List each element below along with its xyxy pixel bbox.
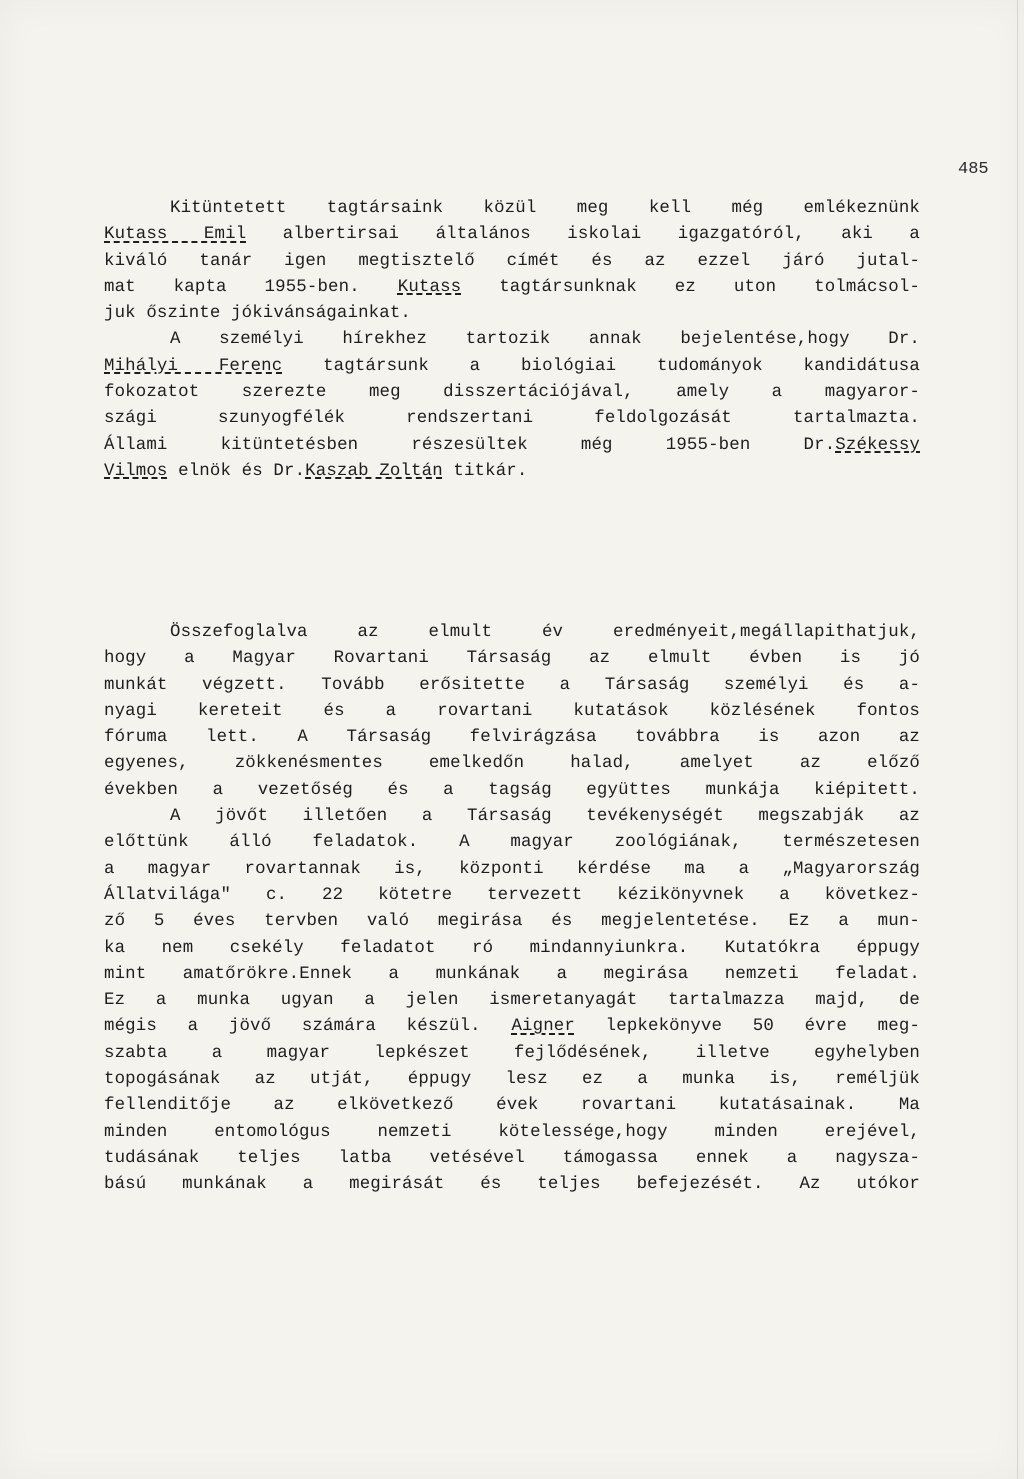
text-line: Kitüntetett tagtársaink közül meg kell még emlékeznünk bbox=[170, 199, 920, 218]
text-line: A személyi hírekhez tartozik annak bejelentése,hogy Dr. bbox=[170, 330, 920, 350]
text-line: fellenditője az elkövetkező évek rovartani kutatásainak. Ma bbox=[104, 1096, 920, 1116]
text-line: ka nem csekély feladatot ró mindannyiunkra. Kutatókra éppugy bbox=[104, 938, 920, 958]
text-line: egyenes, zökkenésmentes emelkedőn halad, amelyet az előző bbox=[104, 754, 920, 774]
person-name: Székessy bbox=[835, 435, 920, 455]
text-line: Mihályi Ferenc tagtársunk a biológiai tudományok kandidátusa bbox=[104, 356, 920, 376]
text-line: a magyar rovartannak is, központi kérdése ma a „Magyarország bbox=[104, 859, 920, 879]
text-line: években a vezetőség és a tagság együttes munkája kiépitett. bbox=[104, 780, 920, 800]
text-line: Ez a munka ugyan a jelen ismeretanyagát tartalmazza majd, de bbox=[104, 991, 920, 1011]
text-line: előttünk álló feladatok. A magyar zoológiának, természetesen bbox=[104, 833, 920, 853]
text-line: szabta a magyar lepkészet fejlődésének, illetve egyhelyben bbox=[104, 1043, 920, 1063]
text-line: mat kapta 1955-ben. Kutass tagtársunknak ez uton tolmácsol- bbox=[104, 277, 920, 297]
person-name: Kaszab Zoltán bbox=[305, 461, 443, 481]
text-line: mégis a jövő számára készül. Aigner lepkekönyve 50 évre meg- bbox=[104, 1017, 920, 1037]
text-line: tudásának teljes latba vetésével támogassa ennek a nagysza- bbox=[104, 1148, 920, 1168]
text-line: topogásának az utját, éppugy lesz ez a munka is, reméljük bbox=[104, 1070, 920, 1090]
text-line: ző 5 éves tervben való megirása és megjelentetése. Ez a mun- bbox=[104, 912, 920, 932]
text-line: Összefoglalva az elmult év eredményeit,megállapithatjuk, bbox=[170, 623, 920, 642]
text-line: minden entomológus nemzeti kötelessége,hogy minden erejével, bbox=[104, 1122, 920, 1142]
author-name: Aigner bbox=[511, 1017, 575, 1037]
text-line: Állatvilága" c. 22 kötetre tervezett kézikönyvnek a következ- bbox=[104, 885, 920, 905]
text-line: A jövőt illetően a Társaság tevékenységét megszabják az bbox=[170, 807, 920, 827]
text-line: fokozatot szerezte meg disszertációjával, amely a magyaror- bbox=[104, 383, 920, 403]
person-name: Vilmos bbox=[104, 461, 168, 481]
text-line: mint amatőrökre.Ennek a munkának a megirása nemzeti feladat. bbox=[104, 964, 920, 984]
text-line: hogy a Magyar Rovartani Társaság az elmult évben is jó bbox=[104, 649, 920, 669]
person-name: Kutass bbox=[397, 277, 462, 297]
paragraph-summary bbox=[104, 620, 920, 1199]
person-name: Mihályi Ferenc bbox=[104, 356, 283, 376]
text-line: Vilmos elnök és Dr.Kaszab Zoltán titkár. bbox=[104, 461, 528, 481]
text-line: bású munkának a megirását és teljes befejezését. Az utókor bbox=[104, 1175, 920, 1195]
text-line: munkát végzett. Tovább erősitette a Társaság személyi és a- bbox=[104, 675, 920, 695]
text-line: szági szunyogfélék rendszertani feldolgozását tartalmazta. bbox=[104, 409, 920, 429]
text-line: Állami kitüntetésben részesültek még 1955-ben Dr.Székessy bbox=[104, 435, 920, 455]
page-number: 485 bbox=[958, 160, 989, 179]
text-line: juk őszinte jókivánságainkat. bbox=[104, 304, 411, 324]
paragraph-awards bbox=[104, 196, 920, 485]
person-name: Kutass Emil bbox=[104, 225, 247, 245]
page-edge bbox=[1017, 0, 1018, 1479]
text-line: kiváló tanár igen megtisztelő címét és az ezzel járó jutal- bbox=[104, 251, 920, 271]
text-line: nyagi kereteit és a rovartani kutatások közlésének fontos bbox=[104, 701, 920, 721]
text-line: Kutass Emil albertirsai általános iskolai igazgatóról, aki a bbox=[104, 225, 920, 245]
text-line: fóruma lett. A Társaság felvirágzása továbbra is azon az bbox=[104, 728, 920, 748]
